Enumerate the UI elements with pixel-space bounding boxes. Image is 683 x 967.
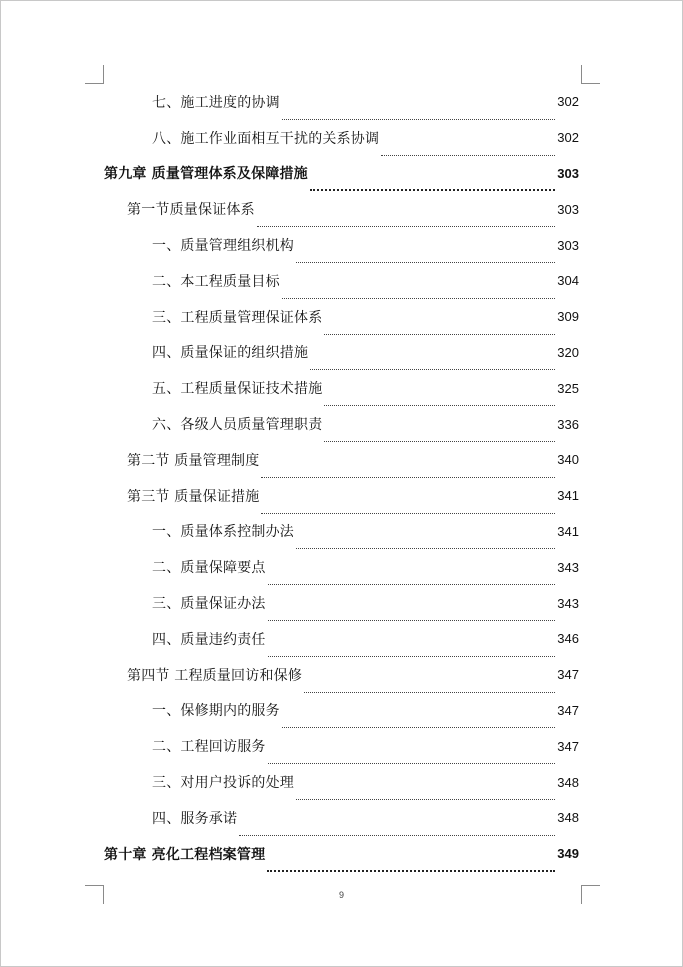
toc-entry[interactable] [1,478,682,514]
toc-entry-page-number: 347 [557,702,579,718]
page-number: 9 [338,890,344,900]
toc-dot-leader [268,642,556,657]
toc-dot-leader [268,570,556,585]
toc-entry[interactable] [1,84,682,120]
toc-entry-title: 一、质量管理组织机构 [152,238,294,255]
toc-entry[interactable] [1,764,682,800]
toc-entry[interactable] [1,693,682,729]
toc-entry-title: 第四节 工程质量回访和保修 [127,667,303,684]
toc-entry[interactable] [1,585,682,621]
toc-entry-title: 第二节 质量管理制度 [127,452,260,469]
toc-dot-leader [324,427,555,442]
toc-entry-title: 第十章 亮化工程档案管理 [104,846,266,863]
toc-entry-title: 五、工程质量保证技术措施 [152,381,323,398]
toc-entry-page-number: 346 [557,631,579,647]
toc-entry-title: 八、施工作业面相互干扰的关系协调 [152,130,380,147]
toc-dot-leader [261,463,555,478]
toc-entry[interactable] [1,800,682,836]
toc-entry-page-number: 325 [557,380,579,396]
toc-entry[interactable] [1,335,682,371]
toc-entry-page-number: 303 [557,201,579,217]
toc-entry-title: 第三节 质量保证措施 [127,488,260,505]
toc-entry-page-number: 348 [557,774,579,790]
toc-entry[interactable] [1,406,682,442]
toc-dot-leader [310,355,555,370]
toc-entry[interactable] [1,549,682,585]
toc-dot-leader [268,749,556,764]
toc-entry-title: 六、各级人员质量管理职责 [152,417,323,434]
toc-entry[interactable] [1,120,682,156]
toc-dot-leader [257,212,555,227]
toc-dot-leader [261,499,555,514]
toc-entry-title: 四、质量违约责任 [152,631,266,648]
toc-entry-page-number: 343 [557,595,579,611]
toc-dot-leader [324,391,555,406]
toc-dot-leader [324,320,555,335]
toc-entry-title: 四、服务承诺 [152,810,238,827]
toc-dot-leader [304,678,555,693]
toc-dot-leader [296,785,555,800]
toc-entry[interactable] [1,442,682,478]
toc-entry[interactable] [1,657,682,693]
crop-mark-top-left [85,65,104,84]
toc-entry[interactable] [1,514,682,550]
toc-entry-page-number: 303 [557,237,579,253]
toc-dot-leader [296,248,555,263]
toc-dot-leader [267,857,555,872]
toc-entry[interactable] [1,156,682,192]
toc-entry-title: 一、质量体系控制办法 [152,524,294,541]
toc-entry-title: 一、保修期内的服务 [152,703,280,720]
toc-entry-page-number: 341 [557,488,579,504]
toc-entry[interactable] [1,191,682,227]
toc-entry-page-number: 302 [557,130,579,146]
toc-entry[interactable] [1,227,682,263]
toc-entry-title: 二、工程回访服务 [152,739,266,756]
toc-entry-title: 三、质量保证办法 [152,596,266,613]
toc-entry-title: 二、质量保障要点 [152,560,266,577]
toc-entry-title: 三、对用户投诉的处理 [152,775,294,792]
toc-entry-page-number: 320 [557,344,579,360]
toc-entry-title: 七、施工进度的协调 [152,94,280,111]
toc-dot-leader [282,284,555,299]
toc-dot-leader [282,105,555,120]
toc-entry-page-number: 341 [557,523,579,539]
toc-entry-title: 四、质量保证的组织措施 [152,345,309,362]
toc-dot-leader [310,176,555,191]
toc-entry-page-number: 304 [557,273,579,289]
toc-entry-title: 第一节质量保证体系 [127,202,255,219]
toc-entry-page-number: 302 [557,94,579,110]
table-of-contents [1,84,682,872]
toc-dot-leader [296,534,555,549]
toc-entry[interactable] [1,728,682,764]
toc-entry-page-number: 348 [557,810,579,826]
toc-dot-leader [381,141,555,156]
toc-entry[interactable] [1,836,682,872]
toc-entry[interactable] [1,299,682,335]
toc-entry-page-number: 340 [557,452,579,468]
toc-entry-page-number: 349 [557,846,579,862]
crop-mark-top-right [581,65,600,84]
toc-entry-page-number: 309 [557,309,579,325]
toc-entry-page-number: 336 [557,416,579,432]
toc-entry[interactable] [1,621,682,657]
toc-entry-page-number: 347 [557,667,579,683]
toc-entry-page-number: 347 [557,738,579,754]
toc-entry[interactable] [1,370,682,406]
toc-entry-title: 第九章 质量管理体系及保障措施 [104,166,308,183]
toc-dot-leader [239,821,555,836]
toc-entry[interactable] [1,263,682,299]
toc-entry-page-number: 303 [557,165,579,181]
toc-dot-leader [268,606,556,621]
toc-entry-page-number: 343 [557,559,579,575]
toc-entry-title: 二、本工程质量目标 [152,273,280,290]
toc-dot-leader [282,713,555,728]
toc-entry-title: 三、工程质量管理保证体系 [152,309,323,326]
